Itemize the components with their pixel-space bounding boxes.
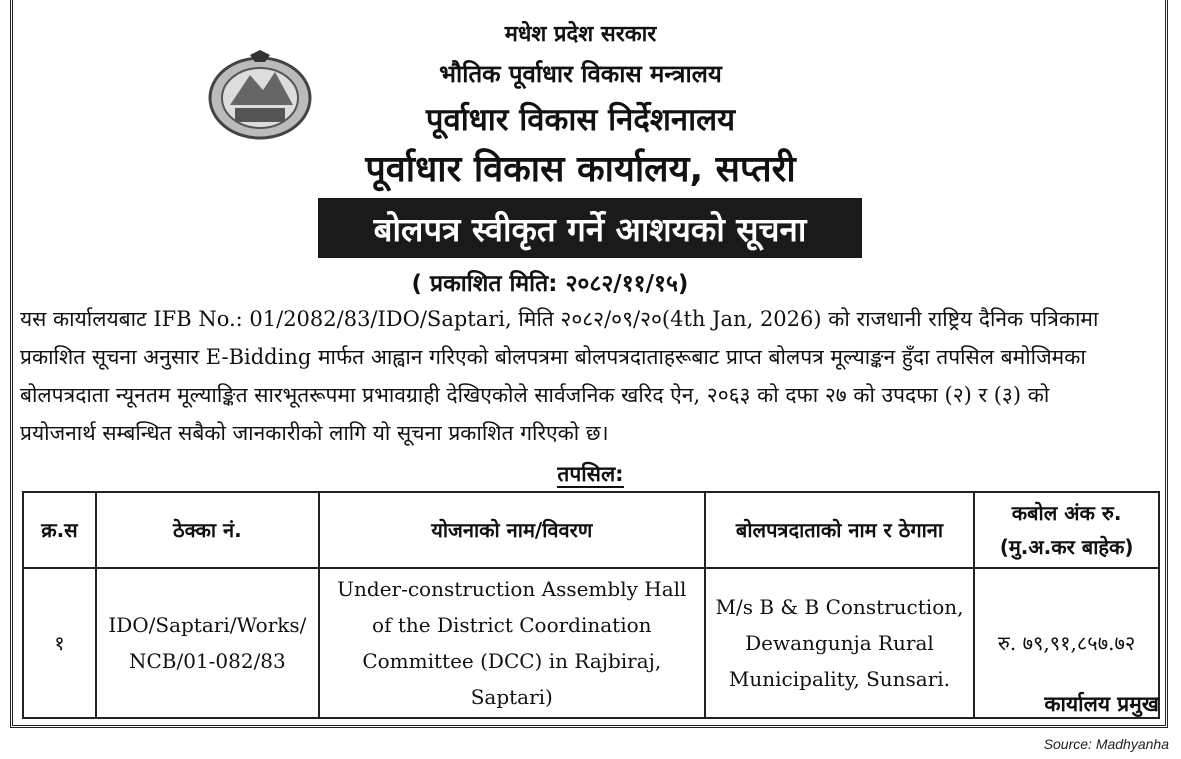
cell-bidder: M/s B & B Construction, Dewangunja Rural Municipality, Sunsari. — [705, 568, 974, 718]
header-bidder: बोलपत्रदाताको नाम र ठेगाना — [705, 492, 974, 568]
bid-table — [22, 491, 1160, 719]
notice-body — [20, 300, 1162, 452]
header-contract-no: ठेक्का नं. — [96, 492, 319, 568]
table-row — [23, 568, 1159, 718]
notice-title: बोलपत्र स्वीकृत गर्ने आशयको सूचना — [318, 198, 862, 258]
signature-office-chief: कार्यालय प्रमुख — [1044, 692, 1159, 716]
header-serial: क्र.स — [23, 492, 96, 568]
header-bid-amount: कबोल अंक रु. (मु.अ.कर बाहेक) — [974, 492, 1159, 568]
cell-project: Under-construction Assembly Hall of the District Coordination Committee (DCC) in Rajbiraj, Saptari) — [319, 568, 705, 718]
schedule-heading — [0, 460, 1181, 488]
header-project: योजनाको नाम/विवरण — [319, 492, 705, 568]
source-credit: Source: Madhyanha — [1043, 736, 1169, 752]
cell-serial: १ — [23, 568, 96, 718]
schedule-label: तपसिल: — [557, 462, 624, 486]
cell-bid-amount: रु. ७९,९१,८५७.७२ — [974, 568, 1159, 718]
table-header-row — [23, 492, 1159, 568]
body-line: प्रकाशित सूचना अनुसार E-Bidding मार्फत आह्वान गरिएको बोलपत्रमा बोलपत्रदाताहरूबाट प्राप्त बोलपत्र मूल्याङ्कन हुँदा तपसिल बमोजिमका — [20, 345, 1086, 369]
cell-contract-no: IDO/Saptari/Works/ NCB/01-082/83 — [96, 568, 319, 718]
ministry-name: भौतिक पूर्वाधार विकास मन्त्रालय — [439, 60, 722, 88]
office-name: पूर्वाधार विकास कार्यालय, सप्तरी — [365, 149, 796, 190]
government-name: मधेश प्रदेश सरकार — [504, 22, 657, 47]
body-line: प्रयोजनार्थ सम्बन्धित सबैको जानकारीको लागि यो सूचना प्रकाशित गरिएको छ। — [20, 421, 609, 445]
body-line: यस कार्यालयबाट IFB No.: 01/2082/83/IDO/Saptari, मिति २०८२/०९/२०(4th Jan, 2026) को राजधानी राष्ट्रिय दैनिक पत्रिकामा — [20, 307, 1099, 331]
published-date: ( प्रकाशित मिति: २०८२/११/१५) — [411, 271, 689, 297]
directorate-name: पूर्वाधार विकास निर्देशनालय — [425, 102, 736, 138]
body-line: बोलपत्रदाता न्यूनतम मूल्याङ्कित सारभूतरूपमा प्रभावग्राही देखिएकोले सार्वजनिक खरिद ऐन, २०६३ को दफा २७ को उपदफा (२) र (३) को — [20, 383, 1050, 407]
